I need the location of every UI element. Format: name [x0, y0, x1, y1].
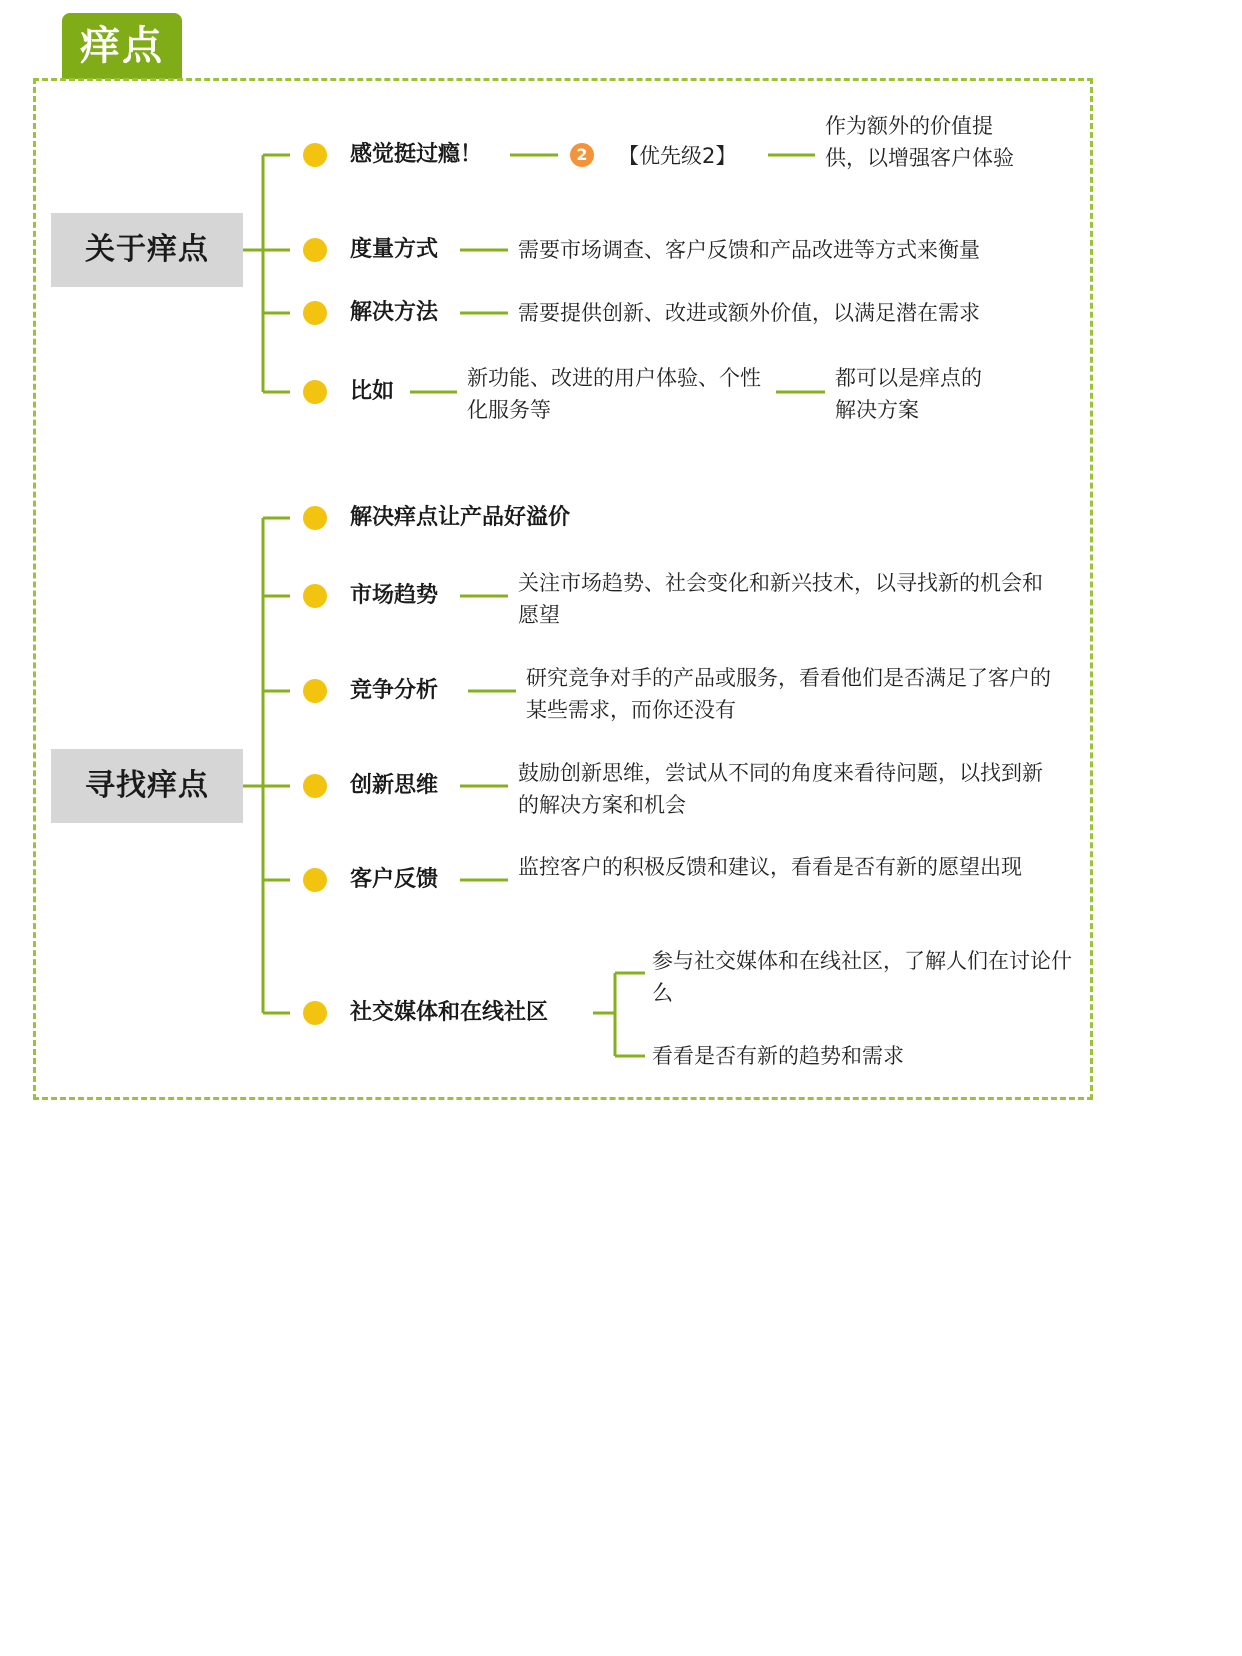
bullet-dot: [303, 143, 327, 167]
bullet-dot: [303, 301, 327, 325]
node-label: 客户反馈: [350, 867, 439, 892]
node-label: 解决痒点让产品好溢价: [350, 505, 571, 530]
node-description: 需要提供创新、改进或额外价值，以满足潜在需求: [518, 301, 980, 325]
bullet-dot: [303, 380, 327, 404]
node-subitem: 参与社交媒体和在线社区，了解人们在讨论什么: [652, 949, 1072, 1005]
node-note: 作为额外的价值提供，以增强客户体验: [825, 114, 1014, 170]
node-label: 度量方式: [350, 237, 439, 262]
bullet-dot: [303, 679, 327, 703]
node-note: 都可以是痒点的解决方案: [835, 366, 982, 422]
node-label: 创新思维: [350, 773, 439, 798]
node-label: 社交媒体和在线社区: [350, 1000, 549, 1025]
bullet-dot: [303, 774, 327, 798]
node-description: 需要市场调查、客户反馈和产品改进等方式来衡量: [518, 238, 980, 262]
bullet-dot: [303, 1001, 327, 1025]
node-label: 竞争分析: [350, 678, 439, 703]
bullet-dot: [303, 868, 327, 892]
node-description: 研究竞争对手的产品或服务，看看他们是否满足了客户的某些需求，而你还没有: [526, 666, 1051, 722]
node-label: 解决方法: [350, 300, 439, 325]
node-description: 鼓励创新思维，尝试从不同的角度来看待问题，以找到新的解决方案和机会: [518, 761, 1043, 817]
bullet-dot: [303, 584, 327, 608]
node-description: 监控客户的积极反馈和建议，看看是否有新的愿望出现: [518, 855, 1022, 879]
priority-2-icon: 2: [570, 143, 594, 167]
node-subitem: 看看是否有新的趋势和需求: [652, 1044, 904, 1068]
root-node-about: 关于痒点: [51, 213, 243, 287]
root-node-find: 寻找痒点: [51, 749, 243, 823]
node-label: 市场趋势: [350, 583, 439, 608]
page-title: 痒点: [62, 13, 182, 79]
bullet-dot: [303, 506, 327, 530]
node-label: 感觉挺过瘾！: [350, 142, 483, 167]
priority-label: 【优先级2】: [618, 144, 737, 168]
bullet-dot: [303, 238, 327, 262]
node-description: 新功能、改进的用户体验、个性化服务等: [467, 366, 761, 422]
node-label: 比如: [350, 379, 395, 404]
node-description: 关注市场趋势、社会变化和新兴技术，以寻找新的机会和愿望: [518, 571, 1043, 627]
